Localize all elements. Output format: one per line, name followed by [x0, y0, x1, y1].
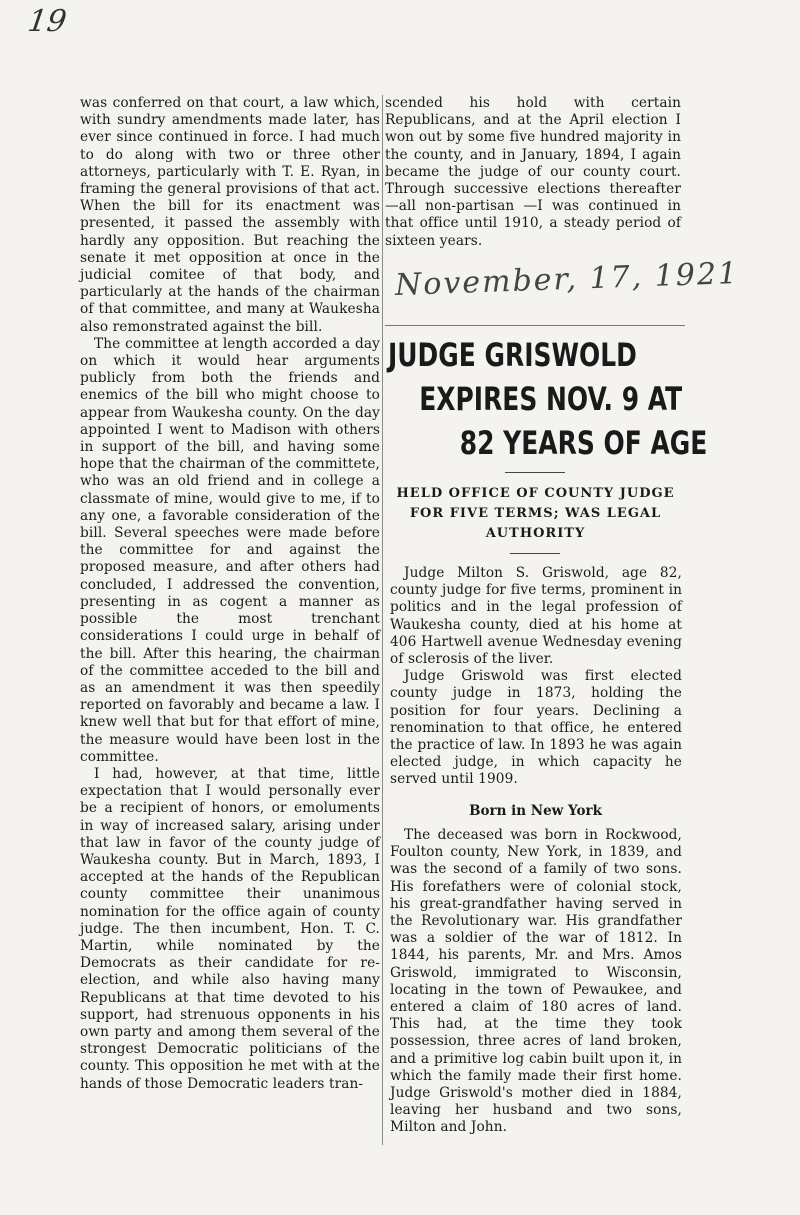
left-paragraph-1: was conferred on that court, a law which, with sundry amendments made later, has ever since continued in force. I had much to do along with two or three other attorneys, particularly with T. E. Ryan, in framing the general provisions of that act. When the bill for its enactment was presented, it passed the assembly with hardly any opposition. But reaching the senate it met opposition at once in the judicial comitee of that body, and particularly at the hands of the chairman of that committee, and many at Waukesha also remonstrated against the bill. [80, 95, 380, 335]
article-body-continued [390, 827, 682, 1137]
headline-line-3: 82 YEARS OF AGE [459, 424, 708, 462]
column-divider [382, 95, 383, 1145]
headline [388, 333, 708, 465]
handwritten-date: November, 17, 1921 [394, 256, 740, 303]
subhead-divider [510, 553, 560, 554]
headline-line-2: EXPIRES NOV. 9 AT [419, 380, 683, 418]
right-column-continuation [385, 95, 681, 250]
headline-top-rule [385, 325, 685, 326]
article-body [390, 565, 682, 789]
continuation-paragraph: scended his hold with certain Republicans, and at the April election I won out by some five hundred majority in the county, and in January, 1894, I again became the judge of our county court. Through successive elections thereafter—all non-partisan —I was continued in that office until 1910, a steady period of sixteen years. [385, 95, 681, 249]
article-paragraph-2: Judge Griswold was first elected county judge in 1873, holding the position for four years. Declining a renomination to that office, he entered the practice of law. In 1893 he was again elected judge, in which capacity he served until 1909. [390, 668, 682, 788]
born-paragraph: The deceased was born in Rockwood, Foulton county, New York, in 1839, and was the second of a family of two sons. His forefathers were of colonial stock, his great-grandfather having served in the Revolutionary war. His grandfather was a soldier of the war of 1812. In 1844, his parents, Mr. and Mrs. Amos Griswold, immigrated to Wisconsin, locating in the town of Pewaukee, and entered a claim of 180 acres of land. This had, at the time they took possession, three acres of land broken, and a primitive log cabin built upon it, in which the family made their first home. Judge Griswold's mother died in 1884, leaving her husband and two sons, Milton and John. [390, 827, 682, 1136]
left-paragraph-3: I had, however, at that time, little expectation that I would personally ever be a recipient of honors, or emoluments in way of increased salary, arising under that law in favor of the county judge of Waukesha county. But in March, 1893, I accepted at the hands of the Republican county committee their unanimous nomination for the office again of county judge. The then incumbent, Hon. T. C. Martin, while nominated by the Democrats as their candidate for re-election, and while also having many Republicans at that time devoted to his support, had strenuous opponents in his own party and among them several of the strongest Democratic politicians of the county. This opposition he met with at the hands of those Democratic leaders tran- [80, 765, 380, 1092]
section-heading: Born in New York [469, 803, 602, 819]
page-number: 19 [25, 4, 69, 39]
article-paragraph-1: Judge Milton S. Griswold, age 82, county judge for five terms, prominent in politics and in the legal profession of Waukesha county, died at his home at 406 Hartwell avenue Wednesday evening of sclerosis of the liver. [390, 565, 682, 668]
headline-line-1: JUDGE GRISWOLD [388, 336, 637, 374]
left-paragraph-2: The committee at length accorded a day on which it would hear arguments publicly from both the friends and enemics of the bill who might choose to appear from Waukesha county. On the day appointed I went to Madison with others in support of the bill, and having some hope that the chairman of the committete, who was an old friend and in college a classmate of mine, would give to me, if to any one, a favorable consideration of the bill. Several speeches were made before the committee for and against the proposed measure, and after others had concluded, I addressed the convention, presenting in as cogent a manner as possible the most trenchant considerations I could urge in behalf of the bill. After this hearing, the chairman of the committee acceded to the bill and as an amendment it was then speedily reported on favorably and became a law. I knew well that but for that effort of mine, the measure would have been lost in the committee. [80, 335, 380, 765]
left-column [80, 95, 380, 1093]
headline-divider [505, 472, 565, 473]
subheadline: HELD OFFICE OF COUNTY JUDGE FOR FIVE TERMS; WAS LEGAL AUTHORITY [396, 486, 675, 541]
